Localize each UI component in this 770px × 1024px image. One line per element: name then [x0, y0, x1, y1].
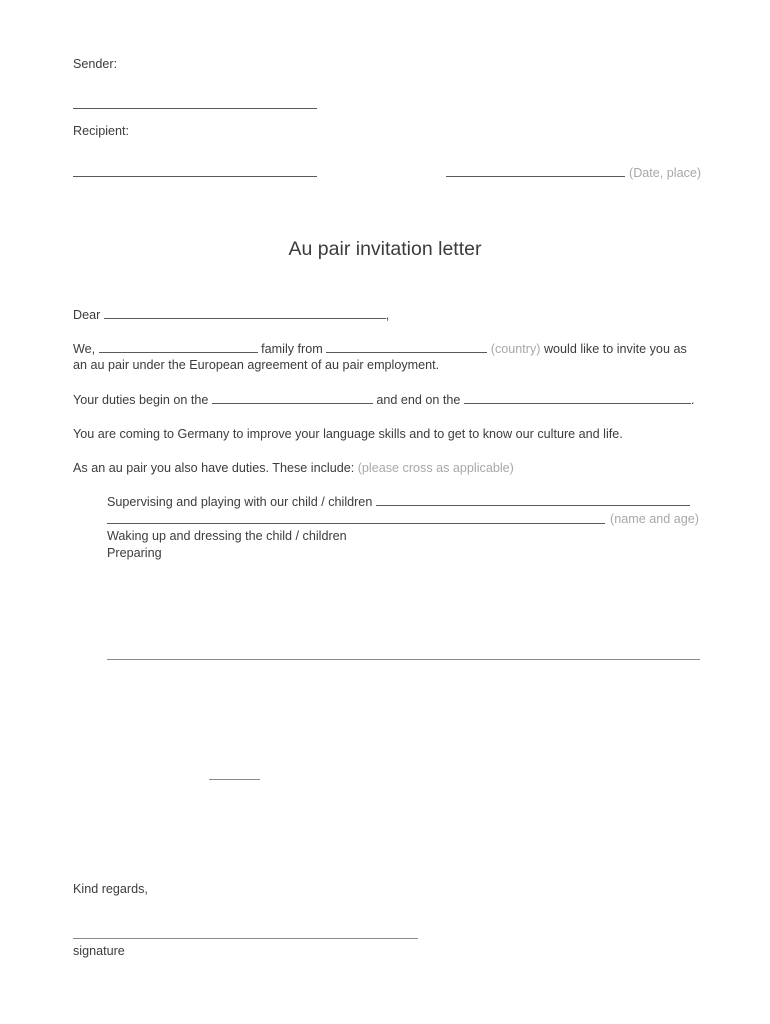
- invite-line-1: [73, 341, 687, 357]
- signature-line[interactable]: [73, 938, 418, 939]
- dear-comma: ,: [385, 308, 390, 322]
- end-date-field[interactable]: [464, 392, 691, 404]
- invite-tail: would like to invite you as: [543, 342, 687, 356]
- invite-line-2: an au pair under the European agreement of au pair employment.: [73, 358, 440, 372]
- children-field-2[interactable]: [107, 523, 605, 524]
- duties-include-label: As an au pair you also have duties. These include:: [73, 461, 355, 475]
- dear-label: Dear: [73, 308, 101, 322]
- recipient-line[interactable]: [73, 176, 317, 177]
- country-field[interactable]: [326, 341, 487, 353]
- germany-sentence: You are coming to Germany to improve your language skills and to get to know our culture and life.: [73, 427, 623, 441]
- sender-line[interactable]: [73, 108, 317, 109]
- country-hint: (country): [490, 342, 541, 356]
- cross-hint: (please cross as applicable): [357, 461, 514, 475]
- end-on-label: and end on the: [376, 393, 461, 407]
- period: .: [690, 393, 695, 407]
- recipient-label: Recipient:: [73, 124, 130, 138]
- duties-dates-line: [73, 392, 694, 408]
- other-duties-line[interactable]: [107, 659, 700, 660]
- letter-title: Au pair invitation letter: [288, 238, 482, 260]
- duty-waking[interactable]: Waking up and dressing the child / children: [107, 529, 347, 543]
- sender-label: Sender:: [73, 57, 118, 71]
- we-label: We,: [73, 342, 96, 356]
- dear-name-field[interactable]: [104, 307, 386, 319]
- date-place-line[interactable]: [446, 176, 625, 177]
- duty-preparing[interactable]: Preparing: [107, 546, 162, 560]
- kind-regards: Kind regards,: [73, 882, 148, 896]
- duties-intro: [73, 460, 514, 476]
- duty-supervising-label: Supervising and playing with our child / children: [107, 495, 373, 509]
- signature-label: signature: [73, 944, 125, 958]
- name-age-hint: (name and age): [610, 512, 699, 526]
- date-place-hint: (Date, place): [629, 166, 702, 180]
- children-field-1[interactable]: [376, 494, 690, 506]
- dear-line: [73, 307, 389, 323]
- start-date-field[interactable]: [212, 392, 373, 404]
- duties-begin-label: Your duties begin on the: [73, 393, 209, 407]
- family-from-label: family from: [261, 342, 323, 356]
- short-line[interactable]: [209, 779, 260, 780]
- duty-supervising[interactable]: [107, 494, 690, 510]
- family-name-field[interactable]: [99, 341, 258, 353]
